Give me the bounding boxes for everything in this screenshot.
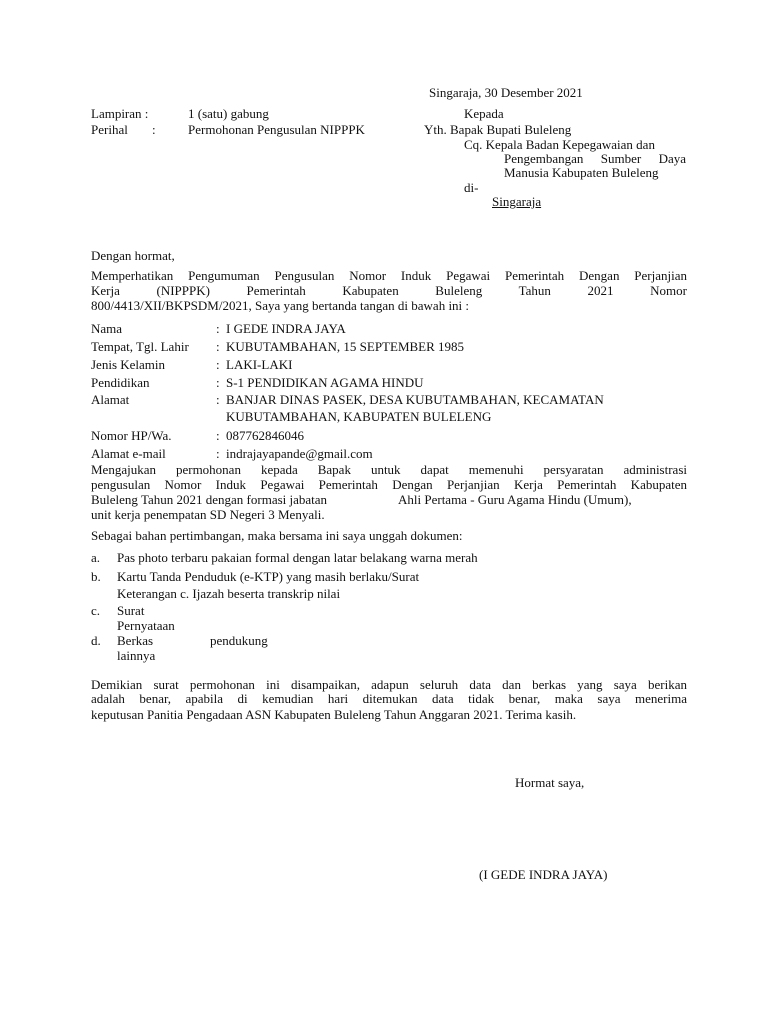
identity-value: I GEDE INDRA JAYA bbox=[226, 321, 346, 336]
identity-label: Alamat e-mail bbox=[91, 446, 166, 461]
perihal-label: Perihal bbox=[91, 122, 128, 137]
lampiran-value: 1 (satu) gabung bbox=[188, 106, 269, 121]
identity-colon: : bbox=[216, 446, 220, 461]
recipient-cq-line-1: Cq. Kepala Badan Kepegawaian dan bbox=[464, 137, 655, 152]
request-line-3b: Ahli Pertama - Guru Agama Hindu (Umum), bbox=[398, 492, 632, 507]
perihal-value: Permohonan Pengusulan NIPPPK bbox=[188, 122, 365, 137]
closing-line-2: adalah benar, apabila di kemudian hari ditemukan data tidak benar, maka saya menerima bbox=[91, 691, 687, 706]
identity-value: indrajayapande@gmail.com bbox=[226, 446, 373, 461]
request-line-3a: Buleleng Tahun 2021 dengan formasi jabatan bbox=[91, 492, 328, 507]
identity-value: LAKI-LAKI bbox=[226, 357, 293, 372]
identity-label: Nomor HP/Wa. bbox=[91, 428, 172, 443]
regards-text: Hormat saya, bbox=[515, 775, 585, 790]
identity-value: 087762846046 bbox=[226, 428, 304, 443]
list-item-text-b: pendukung bbox=[210, 633, 268, 648]
list-item-letter: d. bbox=[91, 633, 101, 648]
closing-line-1: Demikian surat permohonan ini disampaikan, adapun seluruh data dan berkas yang saya berikan bbox=[91, 677, 687, 692]
list-item-text-continued: Pernyataan bbox=[117, 618, 175, 633]
lampiran-label: Lampiran : bbox=[91, 106, 149, 121]
identity-colon: : bbox=[216, 392, 220, 407]
identity-value-continued: KUBUTAMBAHAN, KABUPATEN BULELENG bbox=[226, 409, 492, 424]
recipient-cq-line-3: Manusia Kabupaten Buleleng bbox=[504, 165, 659, 180]
identity-colon: : bbox=[216, 321, 220, 336]
signatory-name: (I GEDE INDRA JAYA) bbox=[479, 867, 608, 882]
identity-value: BANJAR DINAS PASEK, DESA KUBUTAMBAHAN, KECAMATAN bbox=[226, 392, 604, 407]
identity-colon: : bbox=[216, 428, 220, 443]
identity-value: S-1 PENDIDIKAN AGAMA HINDU bbox=[226, 375, 424, 390]
request-line-1: Mengajukan permohonan kepada Bapak untuk dapat memenuhi persyaratan administrasi bbox=[91, 462, 687, 477]
identity-colon: : bbox=[216, 375, 220, 390]
list-item-letter: b. bbox=[91, 569, 101, 584]
recipient-city: Singaraja bbox=[492, 194, 542, 209]
list-item-text: Berkas bbox=[117, 633, 154, 648]
intro-line-3: 800/4413/XII/BKPSDM/2021, Saya yang bertanda tangan di bawah ini : bbox=[91, 298, 470, 313]
kepada-label: Kepada bbox=[464, 106, 504, 121]
identity-colon: : bbox=[216, 339, 220, 354]
recipient-yth: Yth. Bapak Bupati Buleleng bbox=[424, 122, 572, 137]
intro-line-2: Kerja (NIPPPK) Pemerintah Kabupaten Buleleng Tahun 2021 Nomor bbox=[91, 283, 687, 298]
intro-line-1: Memperhatikan Pengumuman Pengusulan Nomor Induk Pegawai Pemerintah Dengan Perjanjian bbox=[91, 268, 687, 283]
closing-line-3: keputusan Panitia Pengadaan ASN Kabupaten Buleleng Tahun Anggaran 2021. Terima kasih. bbox=[91, 707, 577, 722]
list-item-text-continued: lainnya bbox=[117, 648, 156, 663]
recipient-cq-line-2: Pengembangan Sumber Daya bbox=[504, 151, 686, 166]
place-date: Singaraja, 30 Desember 2021 bbox=[429, 85, 583, 100]
identity-label: Alamat bbox=[91, 392, 130, 407]
list-item-letter: c. bbox=[91, 603, 101, 618]
recipient-di: di- bbox=[464, 180, 479, 195]
greeting: Dengan hormat, bbox=[91, 248, 175, 263]
identity-label: Nama bbox=[91, 321, 123, 336]
list-item-text: Pas photo terbaru pakaian formal dengan latar belakang warna merah bbox=[117, 550, 478, 565]
identity-label: Jenis Kelamin bbox=[91, 357, 166, 372]
request-line-2: pengusulan Nomor Induk Pegawai Pemerintah Dengan Perjanjian Kerja Pemerintah Kabupaten bbox=[91, 477, 687, 492]
list-item-text: Kartu Tanda Penduduk (e-KTP) yang masih berlaku/Surat bbox=[117, 569, 420, 584]
list-item-letter: a. bbox=[91, 550, 101, 565]
identity-colon: : bbox=[216, 357, 220, 372]
identity-label: Pendidikan bbox=[91, 375, 150, 390]
list-item-text: Surat bbox=[117, 603, 145, 618]
identity-label: Tempat, Tgl. Lahir bbox=[91, 339, 189, 354]
perihal-colon: : bbox=[152, 122, 156, 137]
request-line-4: unit kerja penempatan SD Negeri 3 Menyali. bbox=[91, 507, 325, 522]
list-item-text-continued: Keterangan c. Ijazah beserta transkrip nilai bbox=[117, 586, 341, 601]
consideration-text: Sebagai bahan pertimbangan, maka bersama ini saya unggah dokumen: bbox=[91, 528, 463, 543]
identity-value: KUBUTAMBAHAN, 15 SEPTEMBER 1985 bbox=[226, 339, 465, 354]
